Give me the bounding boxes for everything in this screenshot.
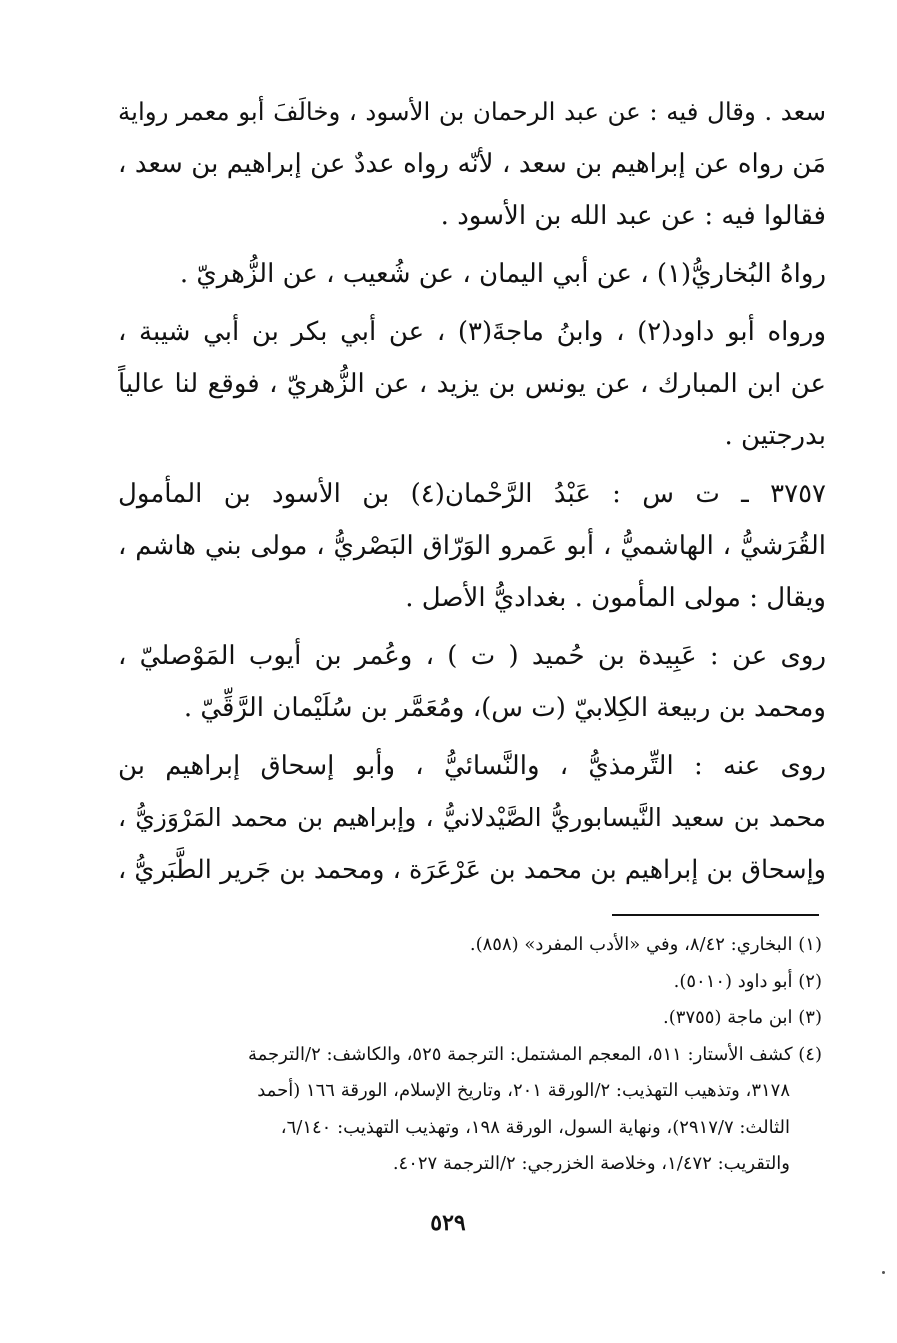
body-line: محمد بن سعيد النَّيسابوريُّ الصَّيْدلانيُّ ، وإبراهيم بن محمد المَرْوَزيُّ ، (118, 803, 826, 832)
body-line: وإسحاق بن إبراهيم بن محمد بن عَرْعَرَة ، ومحمد بن جَرير الطَّبَريُّ ، (118, 855, 826, 885)
footnotes (118, 927, 822, 1183)
footnote-continuation: الثالث: ٢٩١٧/٧)، ونهاية السول، الورقة ١٩٨، وتهذيب التهذيب: ٦/١٤٠، (280, 1116, 790, 1138)
footnote: (١) البخاري: ٨/٤٢، وفي «الأدب المفرد» (٨٥٨). (469, 934, 822, 955)
body-line: ويقال : مولى المأمون . بغداديُّ الأصل . (405, 583, 826, 613)
footnote: (٣) ابن ماجة (٣٧٥٥). (663, 1007, 822, 1028)
footnote-continuation: ٣١٧٨، وتذهيب التهذيب: ٢/الورقة ٢٠١، وتاريخ الإسلام، الورقة ١٦٦ (أحمد (257, 1080, 790, 1101)
page-number: ٥٢٩ (430, 1210, 466, 1236)
body-line: عن ابن المبارك ، عن يونس بن يزيد ، عن الزُّهريّ ، فوقع لنا عالياً (118, 369, 826, 399)
body-line: ومحمد بن ربيعة الكِلابيّ (ت س)، ومُعَمَّر بن سُلَيْمان الرَّقِّيّ . (183, 693, 826, 723)
footnote: (٢) أبو داود (٥٠١٠). (673, 970, 822, 992)
main-text (118, 86, 826, 896)
body-line: فقالوا فيه : عن عبد الله بن الأسود . (440, 201, 826, 231)
footnote-continuation: والتقريب: ١/٤٧٢، وخلاصة الخزرجي: ٢/الترجمة ٤٠٢٧. (392, 1153, 790, 1174)
body-line: القُرَشيُّ ، الهاشميُّ ، أبو عَمرو الوَرّاق البَصْريُّ ، مولى بني هاشم ، (118, 531, 826, 561)
body-line: مَن رواه عن إبراهيم بن سعد ، لأنّه رواه عددٌ عن إبراهيم بن سعد ، (118, 149, 826, 179)
body-line: سعد . وقال فيه : عن عبد الرحمان بن الأسود ، وخالَفَ أبو معمر رواية (118, 97, 826, 126)
footnote: (٤) كشف الأستار: ٥١١، المعجم المشتمل: الترجمة ٥٢٥، والكاشف: ٢/الترجمة (247, 1043, 822, 1065)
footnote-separator (612, 914, 819, 916)
body-line: رواهُ البُخاريُّ(١) ، عن أبي اليمان ، عن شُعيب ، عن الزُّهريّ . (179, 259, 826, 289)
body-line: ورواه أبو داود(٢) ، وابنُ ماجةَ(٣) ، عن أبي بكر بن أبي شيبة ، (118, 317, 826, 347)
body-line: روى عنه : التِّرمذيُّ ، والنَّسائيُّ ، وأبو إسحاق إبراهيم بن (118, 751, 826, 781)
scan-speck (882, 1271, 885, 1274)
body-line: بدرجتين . (724, 421, 826, 451)
body-line: روى عن : عَبِيدة بن حُميد ( ت ) ، وعُمر بن أيوب المَوْصليّ ، (118, 641, 826, 671)
entry-heading-line: ٣٧٥٧ ـ ت س : عَبْدُ الرَّحْمان(٤) بن الأسود بن المأمول (118, 479, 826, 509)
